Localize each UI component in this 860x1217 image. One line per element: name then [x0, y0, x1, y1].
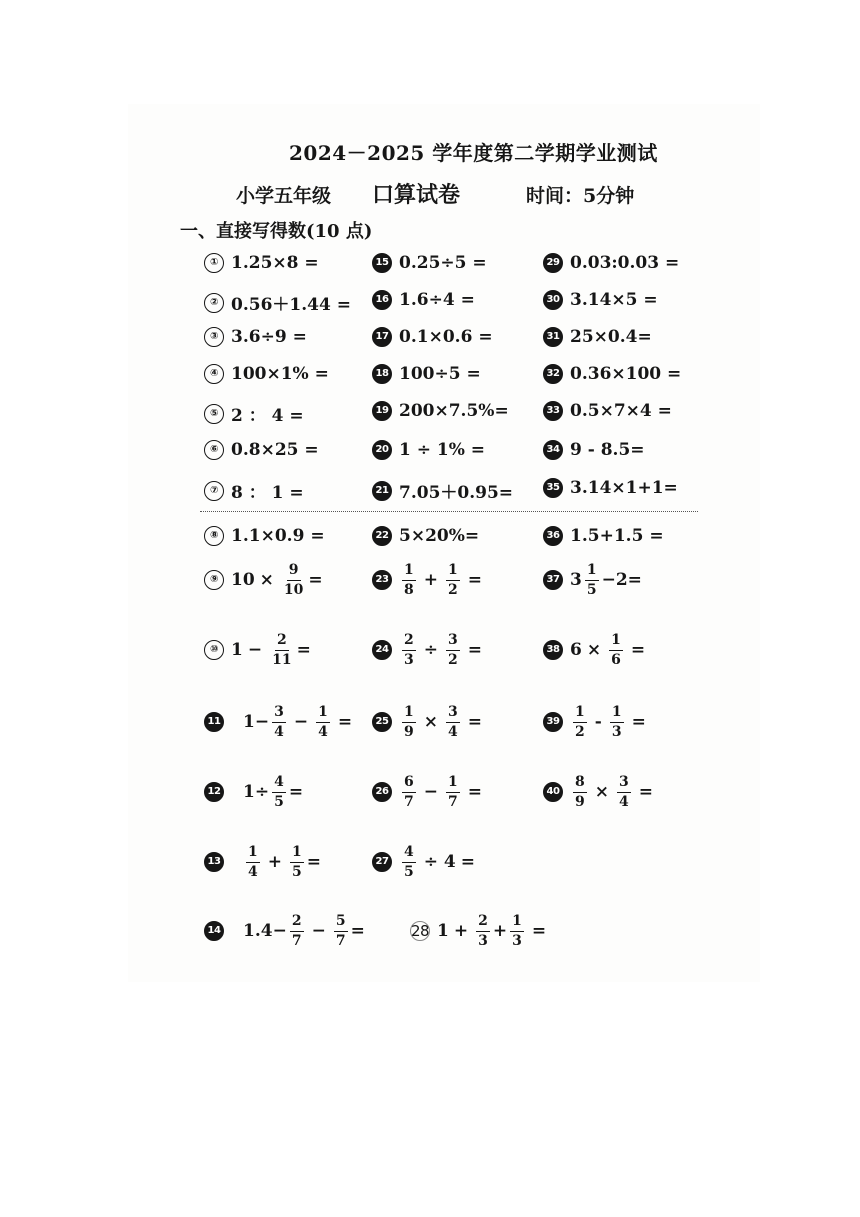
problem-19: [372, 401, 509, 421]
expression: 3.14×1+1=: [570, 478, 678, 498]
problem-number: 35: [543, 478, 563, 498]
problem-38: 38 6 × $\frac{1}{6}$ =: [543, 633, 650, 667]
expression: 1 ÷ 1% =: [399, 440, 486, 460]
problem-number: 21: [372, 481, 392, 501]
expression: 9 - 8.5=: [570, 440, 645, 460]
problem-number: ⑦: [204, 481, 224, 501]
fraction: $\frac{2}{7}$: [291, 913, 302, 949]
fraction: $\frac{1}{3}$: [512, 913, 522, 949]
exam-title: 2024－2025 学年度第二学期学业测试: [289, 141, 658, 165]
grade-label: 小学五年级: [236, 185, 332, 207]
problem-number: 15: [372, 253, 392, 273]
problem-28: 28 1 + $\frac{2}{3}$ + $\frac{1}{3}$ =: [411, 913, 547, 949]
problem-number: 37: [543, 570, 563, 590]
paper-name: 口算试卷: [372, 182, 461, 208]
problem-3: [204, 327, 307, 347]
time-limit: 时间：5分钟: [526, 185, 635, 207]
problem-40: 40 $\frac{8}{9}$ × $\frac{3}{4}$ =: [543, 775, 658, 809]
fraction: $\frac{3}{4}$: [274, 704, 284, 740]
fraction: $\frac{1}{7}$: [448, 774, 458, 810]
problem-number: ⑨: [204, 570, 224, 590]
problem-5: [204, 401, 304, 426]
problem-number: ②: [204, 293, 224, 313]
problem-31: [543, 327, 652, 347]
problem-25: 25 $\frac{1}{9}$ × $\frac{3}{4}$ =: [372, 705, 487, 739]
fraction: $\frac{1}{2}$: [448, 562, 458, 598]
dotted-divider: [200, 511, 698, 512]
fraction: $\frac{1}{5}$: [292, 844, 302, 880]
expression: 25×0.4=: [570, 327, 652, 347]
expression: 3.6÷9 =: [231, 327, 307, 347]
problem-number: 26: [372, 782, 392, 802]
fraction: $\frac{3}{2}$: [448, 632, 458, 668]
problem-number: ⑧: [204, 526, 224, 546]
fraction: $\frac{8}{9}$: [575, 774, 585, 810]
expression: 100×1% =: [231, 364, 329, 384]
problem-33: [543, 401, 672, 421]
problem-number: 12: [204, 782, 224, 802]
expression: 1.6÷4 =: [399, 290, 475, 310]
problem-16: [372, 290, 475, 310]
problem-number: 20: [372, 440, 392, 460]
problem-number: 23: [372, 570, 392, 590]
problem-13: 13 $\frac{1}{4}$ + $\frac{1}{5}$ =: [204, 845, 321, 879]
fraction: $\frac{1}{3}$: [611, 704, 622, 740]
problem-number: 19: [372, 401, 392, 421]
fraction: $\frac{6}{7}$: [404, 774, 414, 810]
problem-number: 31: [543, 327, 563, 347]
problem-22: [372, 526, 479, 546]
problem-37: 37 3 $\frac{1}{5}$ −2=: [543, 563, 642, 597]
expression: 8 ： 1 =: [231, 483, 304, 503]
problem-number: 34: [543, 440, 563, 460]
problem-number: 40: [543, 782, 563, 802]
expression: 2 ： 4 =: [231, 406, 304, 426]
problem-number: ⑤: [204, 404, 224, 424]
fraction: $\frac{1}{4}$: [248, 844, 258, 880]
problem-number: 25: [372, 712, 392, 732]
problem-36: [543, 526, 664, 546]
problem-number: 14: [204, 921, 224, 941]
fraction: $\frac{2}{3}$: [478, 913, 488, 949]
expression: 1.1×0.9 =: [231, 526, 325, 546]
problem-number: 30: [543, 290, 563, 310]
expression: 0.03:0.03 =: [570, 253, 680, 273]
fraction: $\frac{1}{2}$: [575, 704, 585, 740]
problem-11: 11 1− $\frac{3}{4}$ − $\frac{1}{4}$ =: [204, 705, 357, 739]
problem-number: 32: [543, 364, 563, 384]
problem-14: 14 1.4− $\frac{2}{7}$ − $\frac{5}{7}$ =: [204, 914, 365, 948]
problem-1: [204, 253, 319, 273]
problem-4: [204, 364, 329, 384]
problem-7: [204, 478, 304, 503]
problem-20: [372, 440, 485, 460]
problem-27: 27 $\frac{4}{5}$ ÷ 4 =: [372, 845, 475, 879]
problem-number: 33: [543, 401, 563, 421]
expression: 0.5×7×4 =: [570, 401, 672, 421]
problem-2: [204, 290, 351, 315]
fraction: $\frac{1}{9}$: [404, 704, 414, 740]
problem-9: ⑨ 10 × $\frac{9}{10}$ =: [204, 563, 323, 597]
expression: 100÷5 =: [399, 364, 481, 384]
problem-number: ①: [204, 253, 224, 273]
expression: 5×20%=: [399, 526, 480, 546]
problem-39: 39 $\frac{1}{2}$ - $\frac{1}{3}$ =: [543, 705, 651, 739]
fraction: $\frac{1}{4}$: [318, 704, 328, 740]
problem-34: [543, 440, 645, 460]
expression: 0.1×0.6 =: [399, 327, 493, 347]
fraction: $\frac{1}{8}$: [404, 562, 414, 598]
problem-23: 23 $\frac{1}{8}$ + $\frac{1}{2}$ =: [372, 563, 487, 597]
expression: 1.5+1.5 =: [570, 526, 664, 546]
problem-number: 22: [372, 526, 392, 546]
fraction: $\frac{4}{5}$: [274, 774, 284, 810]
problem-26: 26 $\frac{6}{7}$ − $\frac{1}{7}$ =: [372, 775, 487, 809]
fraction: $\frac{1}{6}$: [611, 632, 621, 668]
expression: 0.25÷5 =: [399, 253, 487, 273]
problem-number: 18: [372, 364, 392, 384]
problem-number: 27: [372, 852, 392, 872]
fraction: $\frac{3}{4}$: [619, 774, 629, 810]
problem-18: [372, 364, 481, 384]
problem-number: 28: [411, 922, 430, 941]
problem-number: ⑥: [204, 440, 224, 460]
expression: 0.56＋1.44 =: [231, 295, 351, 315]
problem-15: [372, 253, 487, 273]
section-heading: 一、直接写得数(10 点): [180, 221, 373, 242]
problem-number: 11: [204, 712, 224, 732]
problem-17: [372, 327, 493, 347]
problem-number: 24: [372, 640, 392, 660]
problem-number: 36: [543, 526, 563, 546]
problem-number: 13: [204, 852, 224, 872]
expression: 7.05＋0.95=: [399, 483, 514, 503]
problem-8: [204, 526, 325, 546]
expression: 0.8×25 =: [231, 440, 319, 460]
problem-number: ③: [204, 327, 224, 347]
fraction: $\frac{2}{11}$: [272, 632, 292, 668]
problem-6: [204, 440, 319, 460]
problem-number: 38: [543, 640, 563, 660]
fraction: $\frac{5}{7}$: [335, 913, 346, 949]
problem-number: ⑩: [204, 640, 224, 660]
expression: 200×7.5%=: [399, 401, 509, 421]
problem-10: ⑩ 1 − $\frac{2}{11}$ =: [204, 633, 311, 667]
problem-30: [543, 290, 658, 310]
problem-number: ④: [204, 364, 224, 384]
problem-number: 17: [372, 327, 392, 347]
problem-21: [372, 478, 513, 503]
fraction: $\frac{1}{5}$: [586, 562, 597, 598]
expression: 3.14×5 =: [570, 290, 658, 310]
expression: 1.25×8 =: [231, 253, 319, 273]
problem-number: 16: [372, 290, 392, 310]
problem-24: 24 $\frac{2}{3}$ ÷ $\frac{3}{2}$ =: [372, 633, 487, 667]
problem-number: 39: [543, 712, 563, 732]
fraction: $\frac{4}{5}$: [404, 844, 414, 880]
problem-29: [543, 253, 679, 273]
fraction: $\frac{2}{3}$: [404, 632, 414, 668]
problem-number: 29: [543, 253, 563, 273]
fraction: $\frac{3}{4}$: [448, 704, 458, 740]
problem-35: [543, 478, 678, 498]
expression: 0.36×100 =: [570, 364, 682, 384]
problem-32: [543, 364, 681, 384]
fraction: $\frac{9}{10}$: [283, 562, 304, 598]
problem-12: 12 1÷ $\frac{4}{5}$ =: [204, 775, 303, 809]
